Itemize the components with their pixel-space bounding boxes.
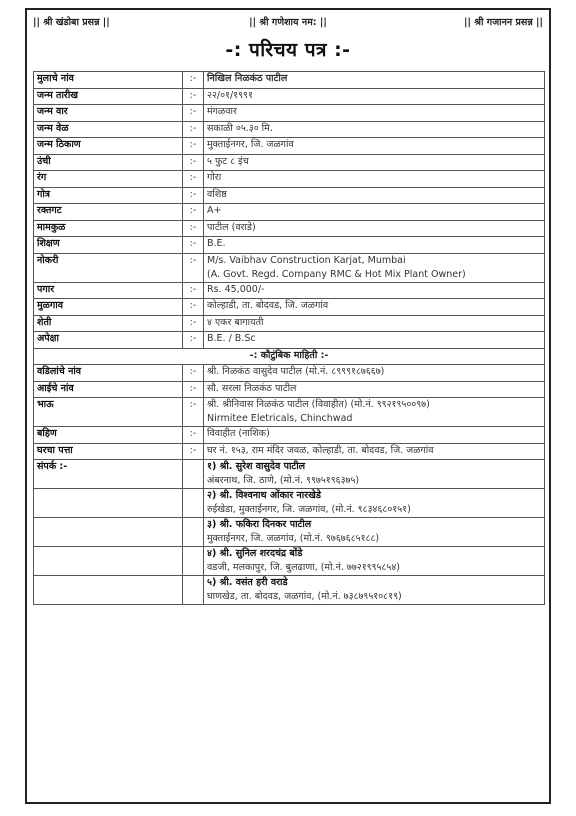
field-label: अपेक्षा	[34, 332, 183, 349]
contact-row	[34, 576, 545, 605]
field-separator: :-	[183, 171, 204, 188]
contact-detail: घाणखेड, ता. बोदवड, जळगांव, (मो.नं. ७३८७९५१०८१९)	[207, 591, 402, 602]
contact-name: २) श्री. विश्वनाथ ओंकार नारखेडे	[207, 490, 321, 501]
contact-entry	[204, 489, 545, 518]
field-value	[204, 443, 545, 460]
field-label: आईचे नांव	[34, 381, 183, 398]
contact-entry	[204, 460, 545, 489]
table-row	[34, 220, 545, 237]
field-separator: :-	[183, 204, 204, 221]
contact-detail: मुक्ताईनगर, जि. जळगांव, (मो.नं. ९७६७६८५१८८)	[207, 533, 380, 544]
field-separator: :-	[183, 427, 204, 444]
contact-label-empty	[34, 576, 183, 605]
field-separator: :-	[183, 72, 204, 89]
table-row	[34, 88, 545, 105]
field-value	[204, 220, 545, 237]
field-separator: :-	[183, 105, 204, 122]
table-row	[34, 427, 545, 444]
table-row	[34, 138, 545, 155]
contact-row	[34, 518, 545, 547]
blessing-header	[27, 15, 549, 31]
contact-name: १) श्री. सुरेश वासुदेव पाटील	[207, 461, 306, 472]
field-separator: :-	[183, 443, 204, 460]
field-value	[204, 187, 545, 204]
field-value	[204, 121, 545, 138]
table-row	[34, 237, 545, 254]
contact-name: ४) श्री. सुनिल शरदचंद्र बोंडे	[207, 548, 303, 559]
table-row	[34, 154, 545, 171]
field-separator: :-	[183, 282, 204, 299]
contact-row	[34, 489, 545, 518]
field-label: उंची	[34, 154, 183, 171]
field-value-text: वशिष्ठ	[207, 188, 227, 200]
field-value	[204, 427, 545, 444]
contact-separator-empty	[183, 518, 204, 547]
field-separator: :-	[183, 187, 204, 204]
contact-detail: अंबरनाथ, जि. ठाणे, (मो.नं. ९९७५१९६३७५)	[207, 475, 360, 486]
table-row	[34, 381, 545, 398]
field-label: रंग	[34, 171, 183, 188]
field-value	[204, 299, 545, 316]
field-value	[204, 365, 545, 382]
contact-row	[34, 547, 545, 576]
field-label: शिक्षण	[34, 237, 183, 254]
field-value-text: मुक्ताईनगर, जि. जळगांव	[207, 139, 294, 150]
contact-separator-empty	[183, 489, 204, 518]
field-value-text: श्री. निळकंठ वासुदेव पाटील (मो.नं. ८९९९१८७६६७)	[207, 366, 385, 377]
field-separator: :-	[183, 253, 204, 282]
field-value	[204, 88, 545, 105]
field-value-text: Rs. 45,000/-	[207, 283, 265, 295]
contact-name: ३) श्री. फकिरा दिनकर पाटील	[207, 519, 312, 530]
contact-label-empty	[34, 518, 183, 547]
table-row	[34, 365, 545, 382]
table-row	[34, 332, 545, 349]
field-separator: :-	[183, 398, 204, 427]
field-label: मुळगाव	[34, 299, 183, 316]
field-value	[204, 72, 545, 89]
contact-separator-empty	[183, 547, 204, 576]
header-right: || श्री गजानन प्रसन्न ||	[464, 17, 543, 28]
table-row	[34, 171, 545, 188]
contact-detail: रुईखेडा, मुक्ताईनगर, जि. जळगांव, (मो.नं. ९८३४६८०१५१)	[207, 504, 411, 515]
field-label: गोत्र	[34, 187, 183, 204]
contact-label: संपर्क :-	[34, 460, 183, 489]
field-separator: :-	[183, 237, 204, 254]
field-value	[204, 138, 545, 155]
table-row	[34, 121, 545, 138]
field-value	[204, 315, 545, 332]
table-row	[34, 187, 545, 204]
field-separator: :-	[183, 88, 204, 105]
field-separator: :-	[183, 220, 204, 237]
field-label: मामकुळ	[34, 220, 183, 237]
field-value-text: कोल्हाडी, ता. बोदवड, जि. जळगांव	[207, 300, 329, 311]
field-label: बहिण	[34, 427, 183, 444]
field-value	[204, 282, 545, 299]
field-value-text: B.E. / B.Sc	[207, 333, 256, 344]
field-value	[204, 332, 545, 349]
contact-detail: वडजी, मलकापुर, जि. बुलढाणा, (मो.नं. ७७२१९९५८५४)	[207, 562, 400, 573]
field-value	[204, 204, 545, 221]
field-value-text: ५ फुट ८ इंच	[207, 155, 249, 167]
table-row	[34, 315, 545, 332]
field-value-text: A+	[207, 205, 222, 216]
field-label: शेती	[34, 315, 183, 332]
table-row	[34, 282, 545, 299]
field-value-text: मंगळवार	[207, 106, 237, 117]
contact-label-empty	[34, 489, 183, 518]
field-separator: :-	[183, 138, 204, 155]
table-row	[34, 204, 545, 221]
field-value-line2: Nirmitee Eletricals, Chinchwad	[207, 413, 353, 424]
biodata-page	[25, 8, 551, 804]
field-separator: :-	[183, 121, 204, 138]
field-separator: :-	[183, 381, 204, 398]
table-row	[34, 105, 545, 122]
field-value-text: पाटील (वराडे)	[207, 221, 256, 233]
field-label: जन्म वार	[34, 105, 183, 122]
field-value	[204, 398, 545, 427]
contact-separator-empty	[183, 576, 204, 605]
field-label: नोकरी	[34, 253, 183, 282]
contact-entry	[204, 518, 545, 547]
table-row	[34, 398, 545, 427]
field-value-text: निखिल निळकंठ पाटील	[207, 73, 288, 84]
table-row	[34, 299, 545, 316]
contact-separator-empty	[183, 460, 204, 489]
field-separator: :-	[183, 365, 204, 382]
field-value	[204, 105, 545, 122]
field-value-text: श्री. श्रीनिवास निळकंठ पाटील (विवाहीत) (मो.नं. ९९२१९५००९७)	[207, 399, 430, 410]
field-label: जन्म वेळ	[34, 121, 183, 138]
contact-entry	[204, 576, 545, 605]
biodata-table	[33, 71, 545, 605]
field-value-text: B.E.	[207, 238, 226, 249]
field-value	[204, 171, 545, 188]
field-value-text: २२/०१/१९९१	[207, 89, 253, 101]
field-separator: :-	[183, 315, 204, 332]
field-value	[204, 237, 545, 254]
header-left: || श्री खंडोबा प्रसन्न ||	[33, 17, 110, 28]
field-label: रक्तगट	[34, 204, 183, 221]
field-value	[204, 381, 545, 398]
field-label: वडिलांचे नांव	[34, 365, 183, 382]
field-label: जन्म तारीख	[34, 88, 183, 105]
field-separator: :-	[183, 154, 204, 171]
field-value-line2: (A. Govt. Regd. Company RMC & Hot Mix Plant Owner)	[207, 268, 466, 280]
field-label: भाऊ	[34, 398, 183, 427]
family-section-row	[34, 348, 545, 365]
header-center: || श्री गणेशाय नम: ||	[249, 17, 327, 28]
contact-name: ५) श्री. वसंत हरी वराडे	[207, 577, 288, 588]
field-value	[204, 154, 545, 171]
field-value	[204, 253, 545, 282]
table-row	[34, 443, 545, 460]
contact-entry	[204, 547, 545, 576]
family-section-heading: -: कौटुंबिक माहिती :-	[34, 348, 545, 365]
field-separator: :-	[183, 299, 204, 316]
page-title: -: परिचय पत्र :-	[225, 39, 351, 61]
field-label: घरचा पत्ता	[34, 443, 183, 460]
field-value-text: विवाहीत (नाशिक)	[207, 428, 270, 439]
field-value-text: M/s. Vaibhav Construction Karjat, Mumbai	[207, 254, 406, 266]
field-label: मुलाचे नांव	[34, 72, 183, 89]
table-row	[34, 72, 545, 89]
field-value-text: सकाळी ०५.३० मि.	[207, 122, 273, 134]
field-label: पगार	[34, 282, 183, 299]
field-value-text: ४ एकर बागायती	[207, 316, 264, 328]
contact-label-empty	[34, 547, 183, 576]
field-value-text: घर नं. १५३, राम मंदिर जवळ, कोल्हाडी, ता. बोदवड, जि. जळगांव	[207, 444, 434, 456]
field-value-text: गोरा	[207, 172, 222, 183]
field-label: जन्म ठिकाण	[34, 138, 183, 155]
table-row	[34, 253, 545, 282]
field-separator: :-	[183, 332, 204, 349]
field-value-text: सौ. सरला निळकंठ पाटील	[207, 382, 297, 394]
contact-row	[34, 460, 545, 489]
